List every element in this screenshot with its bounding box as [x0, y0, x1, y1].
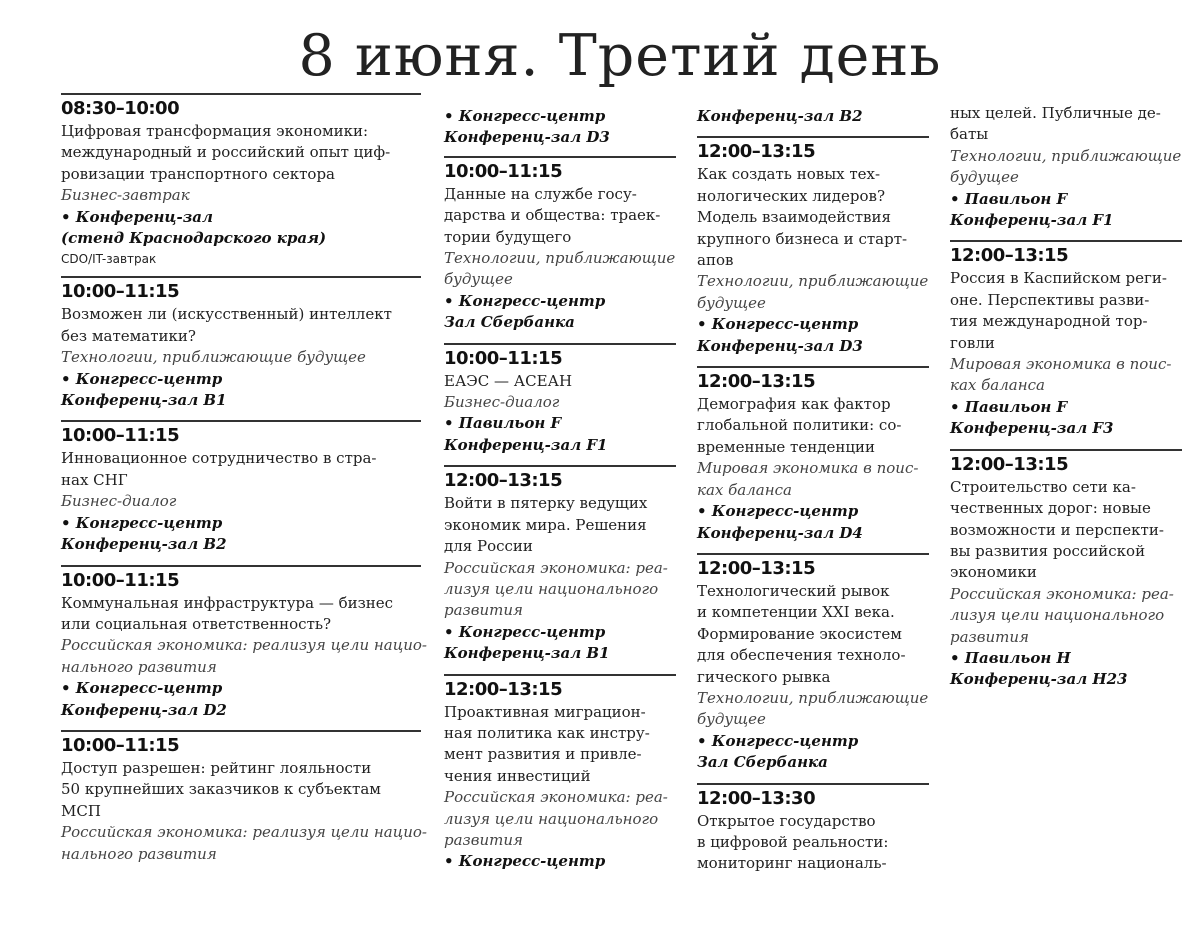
session-title: Войти в пятерку ведущих экономик мира. Решения для России	[444, 494, 648, 556]
session-title: Открытое государство в цифровой реальности: мониторинг националь-	[697, 811, 889, 873]
session-location: • Павильон H Конференц-зал H23	[950, 648, 1128, 689]
session-location: • Павильон F Конференц-зал F1	[950, 189, 1114, 230]
session-time: 12:00–13:15	[444, 470, 563, 492]
session-time: 12:00–13:15	[950, 245, 1069, 267]
session-block	[61, 93, 421, 269]
session-time: 10:00–11:15	[444, 347, 563, 369]
session-category: Российская экономика: реа- лизуя цели национального развития	[444, 788, 668, 849]
session-title: Цифровая трансформация экономики: международный и российский опыт циф- ровизации транспортного сектора	[61, 122, 391, 183]
schedule-column-2	[444, 93, 676, 873]
session-time: 10:00–11:15	[444, 160, 563, 182]
session-time: 12:00–13:30	[697, 787, 816, 809]
session-title: Инновационное сотрудничество в стра- нах СНГ	[61, 449, 377, 489]
session-block	[444, 156, 676, 334]
session-title: Данные на службе госу- дарства и общества: траек- тории будущего	[444, 184, 661, 246]
session-location: • Павильон F Конференц-зал F3	[950, 397, 1114, 438]
session-block-continued	[444, 93, 676, 149]
session-time: 10:00–11:15	[61, 281, 180, 303]
session-category: Технологии, приближающие будущее	[697, 688, 929, 729]
session-block-continued	[697, 93, 929, 127]
session-category: Технологии, приближающие будущее	[950, 146, 1182, 187]
session-block	[444, 674, 676, 873]
session-title: Россия в Каспийском реги- оне. Перспективы разви- тия международной тор- говли	[950, 269, 1167, 352]
session-time: 10:00–11:15	[61, 425, 180, 447]
session-time: 08:30–10:00	[61, 98, 180, 119]
session-title: ЕАЭС — АСЕАН	[444, 371, 573, 390]
session-block	[61, 420, 421, 555]
session-block	[697, 366, 929, 544]
session-time: 12:00–13:15	[697, 371, 816, 393]
session-time: 10:00–11:15	[61, 734, 180, 756]
session-location: • Конгресс-центр Конференц-зал B2	[61, 513, 227, 554]
session-location: • Конгресс-центр Конференц-зал D3	[697, 315, 863, 355]
session-time: 12:00–13:15	[697, 557, 816, 579]
session-location: • Конгресс-центр Конференц-зал D4	[697, 502, 863, 542]
session-category: Технологии, приближающие будущее	[697, 272, 929, 312]
session-title: Как создать новых тех- нологических лидеров? Модель взаимодействия крупного бизнеса и старт- апов	[697, 165, 908, 270]
session-title: ных целей. Публичные де- баты	[950, 104, 1161, 144]
session-block	[61, 276, 421, 411]
session-location: Конференц-зал B2	[697, 107, 863, 125]
session-time: 12:00–13:15	[697, 141, 816, 163]
session-category: Мировая экономика в поис- ках баланса	[950, 355, 1172, 395]
session-title: Проактивная миграцион- ная политика как инстру- мент развития и привле- чения инвестиций	[444, 702, 650, 785]
session-title: Технологический рывок и компетенции XXI века. Формирование экосистем для обеспечения техноло- гического рывка	[697, 581, 906, 686]
session-block	[950, 240, 1182, 439]
session-category: Технологии, приближающие будущее	[61, 348, 366, 367]
session-block	[61, 730, 427, 865]
schedule-column-4	[950, 93, 1182, 691]
session-title: Доступ разрешен: рейтинг лояльности 50 крупнейших заказчиков к субъектам МСП	[61, 758, 381, 820]
session-category: Мировая экономика в поис- ках баланса	[697, 459, 919, 499]
session-location: • Конгресс-центр Конференц-зал B1	[61, 369, 227, 410]
session-category: Российская экономика: реа- лизуя цели национального развития	[444, 558, 668, 620]
session-location: • Конгресс-центр	[444, 852, 606, 871]
session-category: Бизнес-завтрак	[61, 186, 190, 205]
schedule-column-1	[61, 93, 427, 865]
session-category: Бизнес-диалог	[444, 393, 560, 412]
session-location: • Павильон F Конференц-зал F1	[444, 414, 608, 454]
schedule-column-3	[697, 93, 929, 875]
session-category: Технологии, приближающие будущее	[444, 249, 676, 289]
session-block	[697, 553, 929, 774]
session-block	[61, 565, 427, 721]
session-time: 10:00–11:15	[61, 569, 180, 591]
session-title: Коммунальная инфраструктура — бизнес или социальная ответственность?	[61, 593, 394, 633]
session-block-continued	[950, 93, 1182, 231]
session-block	[950, 449, 1182, 691]
session-category: Российская экономика: реа- лизуя цели национального развития	[950, 584, 1174, 646]
session-location: • Конгресс-центр Зал Сбербанка	[444, 291, 606, 332]
session-location: • Конгресс-центр Конференц-зал D2	[61, 679, 227, 719]
page-title: 8 июня. Третий день	[298, 23, 942, 89]
session-block	[697, 783, 929, 875]
session-title: Строительство сети ка- чественных дорог: новые возможности и перспекти- вы развития российской экономики	[950, 477, 1164, 582]
session-title: Возможен ли (искусственный) интеллект без математики?	[61, 305, 392, 345]
session-block	[444, 343, 676, 457]
session-location: • Конгресс-центр Зал Сбербанка	[697, 731, 859, 772]
session-category: Бизнес-диалог	[61, 492, 177, 511]
session-block	[444, 465, 676, 664]
session-note: CDO/IT-завтрак	[61, 252, 157, 267]
session-location: • Конгресс-центр Конференц-зал B1	[444, 622, 610, 663]
session-time: 12:00–13:15	[444, 678, 563, 700]
session-title: Демография как фактор глобальной политики: со- временные тенденции	[697, 395, 902, 456]
session-location: • Конференц-зал (стенд Краснодарского края)	[61, 207, 327, 248]
session-category: Российская экономика: реализуя цели нацио- нального развития	[61, 823, 427, 863]
session-location: • Конгресс-центр Конференц-зал D3	[444, 107, 610, 147]
session-category: Российская экономика: реализуя цели нацио- нального развития	[61, 636, 427, 676]
session-block	[697, 136, 929, 357]
session-time: 12:00–13:15	[950, 453, 1069, 475]
